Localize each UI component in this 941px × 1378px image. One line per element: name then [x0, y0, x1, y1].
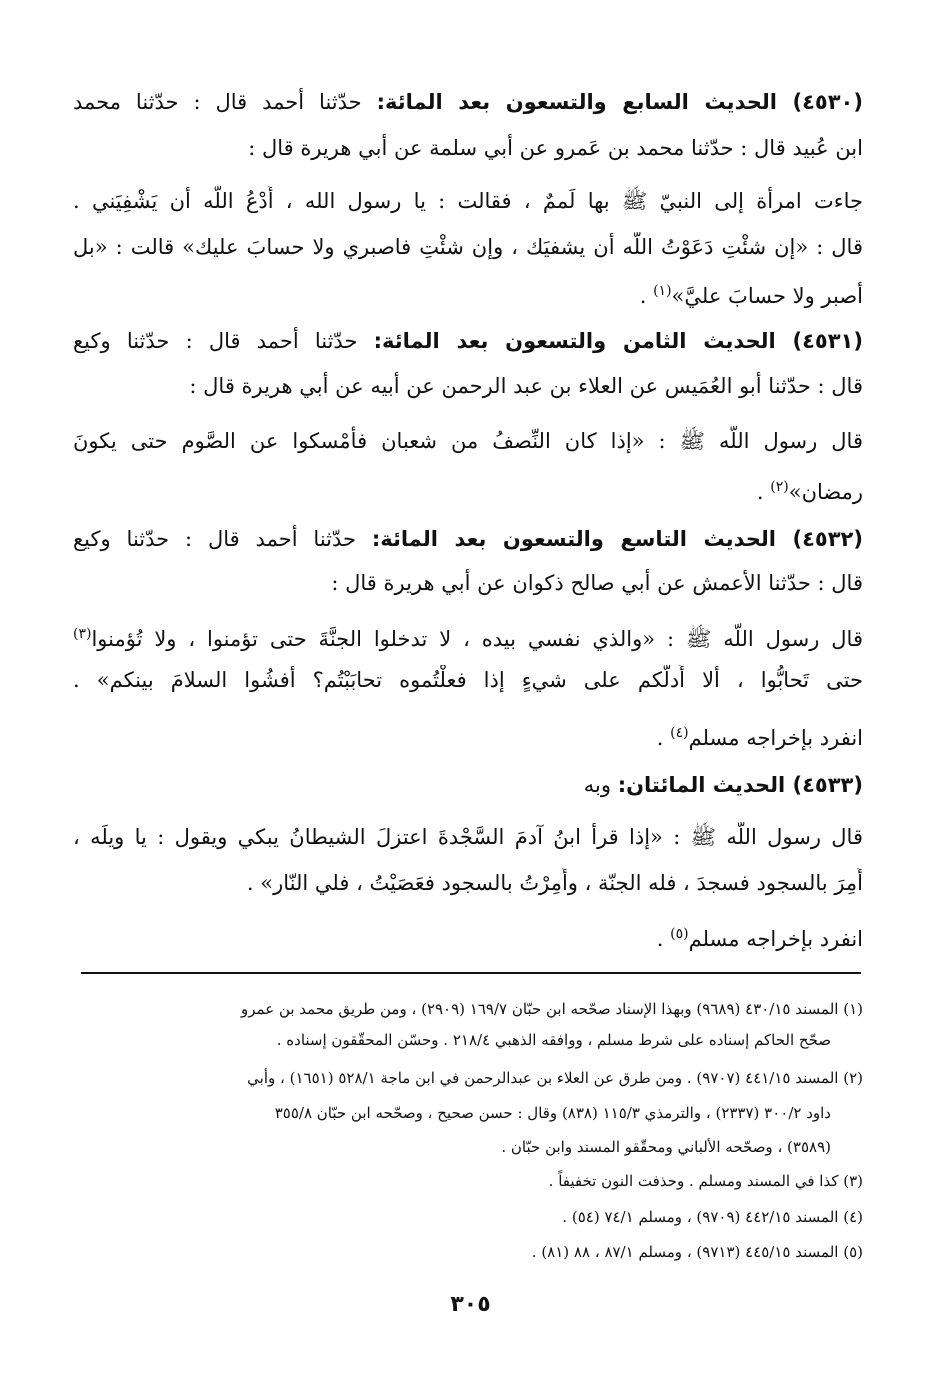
hadith-4530-line-5 [73, 276, 863, 311]
footnote-separator [81, 972, 861, 974]
hadith-4532-text-5: انفرد بإخراجه مسلم [688, 726, 863, 750]
hadith-4532-text-3: قال رسول اللّه ﷺ : «والذي نفسي بيده ، لا تدخلوا الجنَّةَ حتى تؤمنوا ، ولا تُؤمنوا [91, 627, 863, 651]
hadith-4531-text-4: رمضان» [788, 480, 863, 504]
hadith-4531-text-1: حدّثنا أحمد قال : حدّثنا وكيع [73, 329, 358, 353]
footnote-2-line-3: (٣٥٨٩) ، وصحّحه الألباني ومحقّقو المسند وابن حبّان . [501, 1138, 831, 1156]
hadith-4532-line-2: قال : حدّثنا الأعمش عن أبي صالح ذكوان عن أبي هريرة قال : [331, 571, 863, 595]
period: . [639, 284, 654, 308]
footnote-2-line-1: (٢) المسند ٤٤١/١٥ (٩٧٠٧) . ومن طرق عن العلاء بن عبدالرحمن في ابن ماجة ٥٢٨/١ (١٦٥١) ، وأبي [247, 1069, 863, 1087]
hadith-4533-line-3: أُمِرَ بالسجود فسجدَ ، فله الجنّة ، وأُمِرْتُ بالسجود فعَصَيْتُ ، فلي النّار» . [246, 871, 863, 895]
footnote-1-line-2: صحّح الحاكم إسناده على شرط مسلم ، ووافقه الذهبي ٢١٨/٤ . وحسّن المحقّقون إسناده . [276, 1031, 831, 1049]
footnote-5: (٥) المسند ٤٤٥/١٥ (٩٧١٣) ، ومسلم ٨٧/١ ، ٨٨ (٨١) . [531, 1243, 863, 1261]
hadith-4532-text-1: حدّثنا أحمد قال : حدّثنا وكيع [73, 527, 357, 551]
hadith-4531-line-2: قال : حدّثنا أبو العُمَيس عن العلاء بن عبد الرحمن عن أبيه عن أبي هريرة قال : [189, 374, 863, 398]
hadith-4531-line-4 [73, 472, 863, 507]
hadith-4530-heading: (٤٥٣٠) الحديث السابع والتسعون بعد المائة: [376, 90, 863, 114]
period: . [656, 927, 671, 951]
hadith-4533-heading: (٤٥٣٣) الحديث المائتان: [617, 773, 863, 797]
hadith-4533-line-2: قال رسول اللّه ﷺ : «إذا قرأ ابنُ آدمَ السَّجْدةَ اعتزلَ الشيطانُ يبكي ويقول : يا ويلَه ، [73, 825, 863, 849]
hadith-4532-line-1 [73, 524, 863, 554]
hadith-4533-line-1 [73, 770, 863, 800]
hadith-4532-line-5 [73, 718, 863, 753]
hadith-4531-line-1 [73, 326, 863, 356]
hadith-4532-heading: (٤٥٣٢) الحديث التاسع والتسعون بعد المائة: [371, 527, 863, 551]
hadith-4532-line-3 [73, 619, 863, 654]
footnote-3: (٣) كذا في المسند ومسلم . وحذفت النون تخفيفاً . [548, 1172, 863, 1190]
page-number: ٣٠٥ [450, 1292, 491, 1317]
footnote-ref-3: (٣) [73, 626, 92, 642]
hadith-4530-text-5: أصبر ولا حسابَ عليَّ» [671, 284, 863, 308]
footnote-2-line-2: داود ٣٠٠/٢ (٢٣٣٧) ، والترمذي ١١٥/٣ (٨٣٨) وقال : حسن صحيح ، وصحّحه ابن حبّان ٣٥٥/٨ [274, 1104, 831, 1122]
hadith-4530-text-1: حدّثنا أحمد قال : حدّثنا محمد [73, 90, 362, 114]
hadith-4532-line-4: حتى تَحابُّوا ، ألا أُدلُّكم على شيءٍ إذا فعلْتُموه تحابَبْتُم؟ أفشُوا السلامَ بينكم» . [73, 668, 863, 692]
hadith-4530-line-2: ابن عُبيد قال : حدّثنا محمد بن عَمرو عن أبي سلمة عن أبي هريرة قال : [248, 136, 863, 160]
footnote-ref-1: (١) [653, 283, 672, 299]
hadith-4530-line-3: جاءت امرأة إلى النبيّ ﷺ بها لَممٌ ، فقالت : يا رسول الله ، أُدْعُ اللّه أن يَشْفِيَني . [73, 189, 863, 213]
footnote-1-line-1: (١) المسند ٤٣٠/١٥ (٩٦٨٩) وبهذا الإسناد صحّحه ابن حبّان ١٦٩/٧ (٢٩٠٩) ، ومن طريق محمد بن عمرو [241, 1000, 863, 1018]
hadith-4530-line-4: قال : «إن شئْتِ دَعَوْتُ اللّه أن يشفيَك ، وإن شئْتِ فاصبري ولا حسابَ عليك» قالت : «بل [73, 235, 863, 259]
footnote-ref-5: (٥) [670, 926, 689, 942]
hadith-4531-heading: (٤٥٣١) الحديث الثامن والتسعون بعد المائة: [373, 329, 863, 353]
hadith-4530-line-1 [73, 87, 863, 117]
hadith-4531-line-3: قال رسول اللّه ﷺ : «إذا كان النِّصفُ من شعبان فأَمْسكوا عن الصَّوم حتى يكونَ [73, 429, 863, 453]
footnote-4: (٤) المسند ٤٤٢/١٥ (٩٧٠٩) ، ومسلم ٧٤/١ (٥٤) . [562, 1208, 863, 1226]
hadith-4533-line-4 [73, 919, 863, 954]
period: . [656, 726, 671, 750]
footnote-ref-2: (٢) [770, 479, 789, 495]
period: . [756, 480, 771, 504]
footnote-ref-4: (٤) [670, 725, 689, 741]
hadith-4533-text-4: انفرد بإخراجه مسلم [688, 927, 863, 951]
hadith-4533-text-1: وبه [583, 773, 612, 797]
